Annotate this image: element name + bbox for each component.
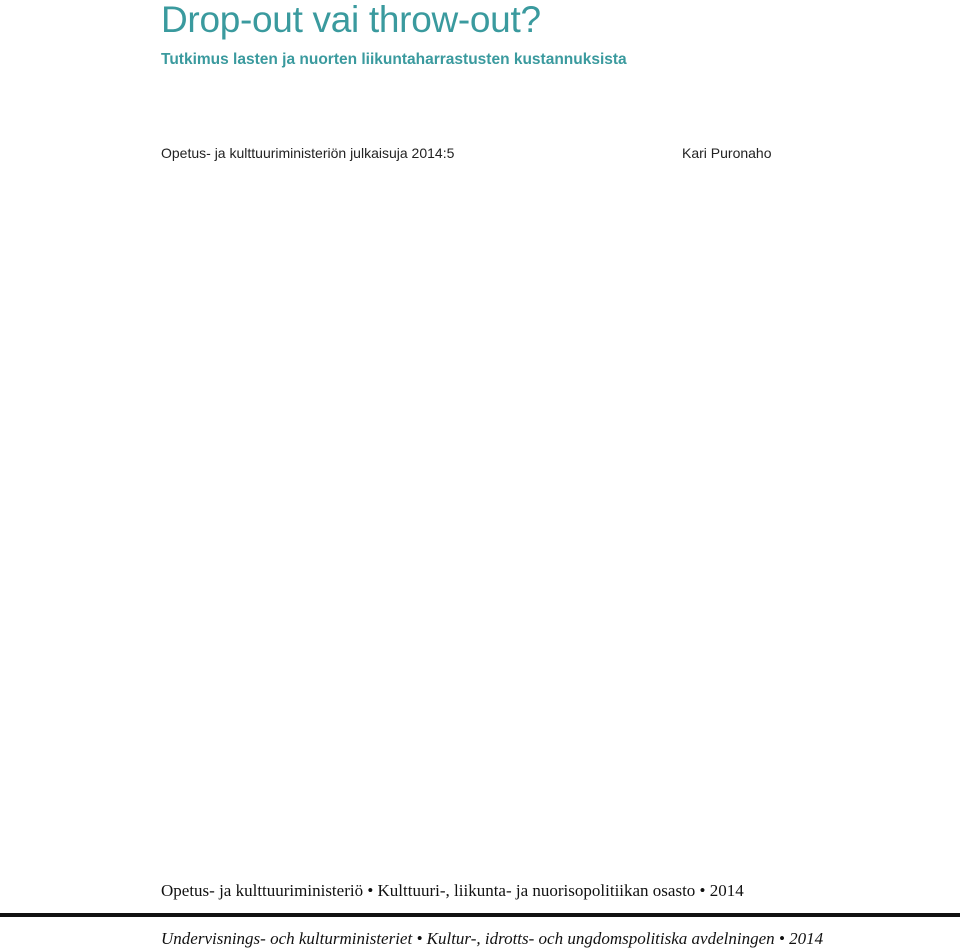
divider-rule — [0, 913, 960, 917]
publisher-line-finnish: Opetus- ja kulttuuriministeriö • Kulttuuri-, liikunta- ja nuorisopolitiikan osasto • 2014 — [161, 881, 744, 900]
document-subtitle: Tutkimus lasten ja nuorten liikuntaharrastusten kustannuksista — [161, 51, 627, 68]
publisher-line-swedish: Undervisnings- och kulturministeriet • Kultur-, idrotts- och ungdomspolitiska avdelningen • 2014 — [161, 929, 824, 948]
document-title: Drop-out vai throw-out? — [161, 0, 541, 40]
author-name: Kari Puronaho — [682, 145, 772, 161]
publication-series: Opetus- ja kulttuuriministeriön julkaisuja 2014:5 — [161, 145, 455, 161]
